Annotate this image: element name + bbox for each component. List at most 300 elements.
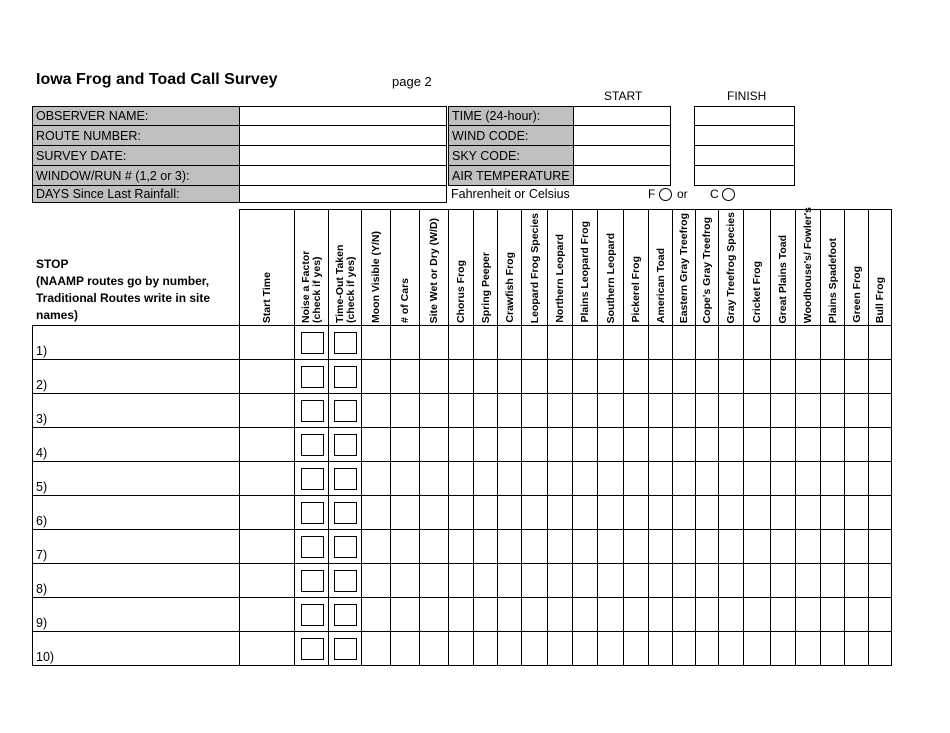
table-cell[interactable] <box>623 427 649 462</box>
time-out-checkbox[interactable] <box>334 570 357 592</box>
time-out-checkbox[interactable] <box>334 604 357 626</box>
table-cell[interactable] <box>473 359 498 394</box>
table-cell[interactable] <box>328 529 362 564</box>
table-cell[interactable] <box>844 359 869 394</box>
table-cell[interactable] <box>390 461 420 496</box>
table-cell[interactable] <box>473 461 498 496</box>
table-cell[interactable] <box>672 359 696 394</box>
table-cell[interactable] <box>361 495 391 530</box>
noise-factor-checkbox[interactable] <box>301 570 324 592</box>
table-cell[interactable] <box>743 597 771 632</box>
table-cell[interactable] <box>623 495 649 530</box>
table-cell[interactable] <box>473 563 498 598</box>
time-out-checkbox[interactable] <box>334 366 357 388</box>
column-header <box>572 209 598 326</box>
table-cell[interactable] <box>521 495 548 530</box>
table-cell[interactable] <box>547 325 573 360</box>
table-cell[interactable] <box>795 597 821 632</box>
table-cell[interactable] <box>390 495 420 530</box>
route-number-field[interactable] <box>239 125 447 146</box>
table-cell[interactable] <box>795 529 821 564</box>
table-cell[interactable] <box>473 495 498 530</box>
table-cell[interactable] <box>648 461 673 496</box>
table-cell[interactable] <box>547 393 573 428</box>
table-cell[interactable] <box>572 597 598 632</box>
table-cell[interactable] <box>672 563 696 598</box>
time-out-checkbox[interactable] <box>334 638 357 660</box>
table-cell[interactable] <box>328 461 362 496</box>
table-cell[interactable] <box>328 495 362 530</box>
column-header-label: Great Plains Toad <box>777 234 789 323</box>
table-cell[interactable] <box>497 359 522 394</box>
noise-factor-checkbox[interactable] <box>301 604 324 626</box>
table-cell[interactable] <box>868 563 892 598</box>
table-cell[interactable] <box>770 325 796 360</box>
table-cell[interactable] <box>239 427 295 462</box>
time-out-checkbox[interactable] <box>334 332 357 354</box>
table-cell[interactable] <box>448 529 474 564</box>
table-cell[interactable] <box>718 563 744 598</box>
table-cell[interactable] <box>597 631 624 666</box>
table-cell[interactable] <box>597 359 624 394</box>
table-cell[interactable] <box>623 461 649 496</box>
stop-name-cell[interactable] <box>32 393 240 428</box>
table-cell[interactable] <box>597 529 624 564</box>
table-cell[interactable] <box>497 529 522 564</box>
table-cell[interactable] <box>770 631 796 666</box>
table-cell[interactable] <box>547 631 573 666</box>
time-out-checkbox[interactable] <box>334 400 357 422</box>
table-cell[interactable] <box>547 359 573 394</box>
time-out-checkbox[interactable] <box>334 468 357 490</box>
table-cell[interactable] <box>448 631 474 666</box>
table-cell[interactable] <box>328 393 362 428</box>
table-cell[interactable] <box>743 631 771 666</box>
table-cell[interactable] <box>448 427 474 462</box>
table-cell[interactable] <box>473 325 498 360</box>
table-cell[interactable] <box>597 495 624 530</box>
table-cell[interactable] <box>844 597 869 632</box>
column-header <box>718 209 744 326</box>
table-cell[interactable] <box>623 359 649 394</box>
table-cell[interactable] <box>572 631 598 666</box>
table-cell[interactable] <box>743 563 771 598</box>
table-cell[interactable] <box>695 461 719 496</box>
noise-factor-checkbox[interactable] <box>301 536 324 558</box>
table-cell[interactable] <box>572 461 598 496</box>
table-cell[interactable] <box>795 495 821 530</box>
table-cell[interactable] <box>743 461 771 496</box>
table-cell[interactable] <box>695 427 719 462</box>
table-cell[interactable] <box>597 325 624 360</box>
table-cell[interactable] <box>795 461 821 496</box>
table-cell[interactable] <box>572 563 598 598</box>
table-cell[interactable] <box>868 393 892 428</box>
table-cell[interactable] <box>572 393 598 428</box>
table-cell[interactable] <box>718 427 744 462</box>
table-cell[interactable] <box>718 495 744 530</box>
table-cell[interactable] <box>718 529 744 564</box>
table-cell[interactable] <box>473 529 498 564</box>
celsius-letter: C <box>710 187 719 201</box>
table-cell[interactable] <box>695 325 719 360</box>
table-cell[interactable] <box>868 427 892 462</box>
table-cell[interactable] <box>868 495 892 530</box>
air-temperature-finish-field[interactable] <box>694 165 795 186</box>
table-cell[interactable] <box>521 529 548 564</box>
table-cell[interactable] <box>448 325 474 360</box>
table-cell[interactable] <box>868 631 892 666</box>
table-cell[interactable] <box>672 393 696 428</box>
table-cell[interactable] <box>820 461 845 496</box>
table-cell[interactable] <box>497 393 522 428</box>
table-cell[interactable] <box>547 563 573 598</box>
table-cell[interactable] <box>844 427 869 462</box>
table-cell[interactable] <box>390 631 420 666</box>
table-cell[interactable] <box>844 325 869 360</box>
table-cell[interactable] <box>795 427 821 462</box>
column-header-label: Chorus Frog <box>455 260 467 323</box>
table-cell[interactable] <box>820 563 845 598</box>
table-cell[interactable] <box>239 461 295 496</box>
table-cell[interactable] <box>572 529 598 564</box>
wind-code-start-field[interactable] <box>573 125 671 146</box>
table-cell[interactable] <box>419 359 449 394</box>
table-cell[interactable] <box>743 427 771 462</box>
column-header-label: Green Frog <box>851 266 863 323</box>
table-cell[interactable] <box>361 597 391 632</box>
table-cell[interactable] <box>743 325 771 360</box>
table-cell[interactable] <box>448 495 474 530</box>
noise-factor-checkbox[interactable] <box>301 502 324 524</box>
table-cell[interactable] <box>820 529 845 564</box>
noise-factor-checkbox[interactable] <box>301 400 324 422</box>
table-cell[interactable] <box>795 325 821 360</box>
table-cell[interactable] <box>547 427 573 462</box>
table-cell[interactable] <box>547 495 573 530</box>
table-cell[interactable] <box>239 529 295 564</box>
table-cell[interactable] <box>820 393 845 428</box>
table-cell[interactable] <box>770 427 796 462</box>
table-cell[interactable] <box>672 325 696 360</box>
table-cell[interactable] <box>623 563 649 598</box>
table-cell[interactable] <box>239 393 295 428</box>
table-cell[interactable] <box>672 597 696 632</box>
table-cell[interactable] <box>521 393 548 428</box>
stop-name-cell[interactable] <box>32 359 240 394</box>
table-cell[interactable] <box>294 393 329 428</box>
table-cell[interactable] <box>547 461 573 496</box>
table-cell[interactable] <box>718 631 744 666</box>
table-cell[interactable] <box>868 529 892 564</box>
table-cell[interactable] <box>820 597 845 632</box>
table-cell[interactable] <box>844 393 869 428</box>
table-cell[interactable] <box>390 359 420 394</box>
days-since-rain-field[interactable] <box>239 185 447 203</box>
table-cell[interactable] <box>743 393 771 428</box>
table-cell[interactable] <box>473 597 498 632</box>
table-cell[interactable] <box>328 597 362 632</box>
column-header <box>844 209 869 326</box>
celsius-radio[interactable] <box>722 188 735 201</box>
table-cell[interactable] <box>419 495 449 530</box>
column-header <box>648 209 673 326</box>
table-cell[interactable] <box>743 359 771 394</box>
table-cell[interactable] <box>623 597 649 632</box>
table-cell[interactable] <box>868 359 892 394</box>
table-cell[interactable] <box>868 325 892 360</box>
table-cell[interactable] <box>497 495 522 530</box>
sky-code-start-field[interactable] <box>573 145 671 166</box>
table-cell[interactable] <box>648 529 673 564</box>
table-cell[interactable] <box>648 359 673 394</box>
table-cell[interactable] <box>328 427 362 462</box>
table-cell[interactable] <box>770 359 796 394</box>
noise-factor-checkbox[interactable] <box>301 332 324 354</box>
table-cell[interactable] <box>770 495 796 530</box>
table-cell[interactable] <box>820 427 845 462</box>
table-cell[interactable] <box>547 529 573 564</box>
stop-name-cell[interactable] <box>32 597 240 632</box>
time-out-checkbox[interactable] <box>334 434 357 456</box>
wind-code-finish-field[interactable] <box>694 125 795 146</box>
table-cell[interactable] <box>448 461 474 496</box>
table-cell[interactable] <box>448 393 474 428</box>
table-cell[interactable] <box>361 325 391 360</box>
stop-name-cell[interactable] <box>32 529 240 564</box>
table-cell[interactable] <box>572 495 598 530</box>
table-cell[interactable] <box>239 631 295 666</box>
table-cell[interactable] <box>328 631 362 666</box>
table-cell[interactable] <box>473 393 498 428</box>
noise-factor-checkbox[interactable] <box>301 434 324 456</box>
table-cell[interactable] <box>473 427 498 462</box>
table-cell[interactable] <box>294 495 329 530</box>
table-cell[interactable] <box>521 597 548 632</box>
table-cell[interactable] <box>294 563 329 598</box>
table-cell[interactable] <box>521 631 548 666</box>
stop-name-cell[interactable] <box>32 427 240 462</box>
column-header-label: Time-Out Taken (check if yes) <box>334 244 357 323</box>
table-cell[interactable] <box>672 427 696 462</box>
table-cell[interactable] <box>695 631 719 666</box>
table-cell[interactable] <box>521 563 548 598</box>
column-header <box>294 209 329 326</box>
table-cell[interactable] <box>294 529 329 564</box>
time-out-checkbox[interactable] <box>334 502 357 524</box>
table-cell[interactable] <box>521 325 548 360</box>
noise-factor-checkbox[interactable] <box>301 638 324 660</box>
table-cell[interactable] <box>419 563 449 598</box>
table-cell[interactable] <box>743 495 771 530</box>
air-temperature-start-field[interactable] <box>573 165 671 186</box>
table-cell[interactable] <box>239 495 295 530</box>
table-cell[interactable] <box>844 563 869 598</box>
table-cell[interactable] <box>294 597 329 632</box>
table-cell[interactable] <box>695 495 719 530</box>
table-cell[interactable] <box>795 359 821 394</box>
table-cell[interactable] <box>328 563 362 598</box>
table-cell[interactable] <box>294 427 329 462</box>
table-cell[interactable] <box>448 563 474 598</box>
column-header <box>239 209 295 326</box>
table-cell[interactable] <box>672 495 696 530</box>
column-header <box>672 209 696 326</box>
table-cell[interactable] <box>419 597 449 632</box>
fahrenheit-radio[interactable] <box>659 188 672 201</box>
table-cell[interactable] <box>597 393 624 428</box>
table-cell[interactable] <box>695 359 719 394</box>
table-cell[interactable] <box>623 393 649 428</box>
table-cell[interactable] <box>328 359 362 394</box>
column-header-label: Moon Visible (Y/N) <box>370 231 382 323</box>
stop-name-cell[interactable] <box>32 325 240 360</box>
table-cell[interactable] <box>672 529 696 564</box>
table-cell[interactable] <box>648 597 673 632</box>
table-cell[interactable] <box>868 461 892 496</box>
table-cell[interactable] <box>820 631 845 666</box>
table-cell[interactable] <box>361 529 391 564</box>
table-cell[interactable] <box>328 325 362 360</box>
table-cell[interactable] <box>294 461 329 496</box>
table-cell[interactable] <box>419 631 449 666</box>
stop-name-cell[interactable] <box>32 631 240 666</box>
table-cell[interactable] <box>597 597 624 632</box>
table-cell[interactable] <box>695 393 719 428</box>
table-cell[interactable] <box>770 563 796 598</box>
time-start-field[interactable] <box>573 106 671 126</box>
table-cell[interactable] <box>648 495 673 530</box>
table-cell[interactable] <box>743 529 771 564</box>
table-cell[interactable] <box>572 359 598 394</box>
table-cell[interactable] <box>718 359 744 394</box>
table-cell[interactable] <box>521 461 548 496</box>
table-cell[interactable] <box>623 325 649 360</box>
table-cell[interactable] <box>497 563 522 598</box>
table-cell[interactable] <box>390 427 420 462</box>
table-cell[interactable] <box>695 597 719 632</box>
table-cell[interactable] <box>547 597 573 632</box>
table-cell[interactable] <box>390 529 420 564</box>
table-cell[interactable] <box>497 631 522 666</box>
survey-date-field[interactable] <box>239 145 447 166</box>
table-cell[interactable] <box>623 631 649 666</box>
table-cell[interactable] <box>623 529 649 564</box>
table-cell[interactable] <box>770 529 796 564</box>
table-cell[interactable] <box>795 563 821 598</box>
table-cell[interactable] <box>361 461 391 496</box>
table-cell[interactable] <box>718 325 744 360</box>
table-cell[interactable] <box>448 597 474 632</box>
column-header-label: Pickerel Frog <box>630 256 642 323</box>
table-cell[interactable] <box>521 427 548 462</box>
table-cell[interactable] <box>648 325 673 360</box>
table-cell[interactable] <box>294 631 329 666</box>
table-cell[interactable] <box>648 427 673 462</box>
table-cell[interactable] <box>497 597 522 632</box>
time-out-checkbox[interactable] <box>334 536 357 558</box>
stop-name-cell[interactable] <box>32 563 240 598</box>
table-cell[interactable] <box>597 461 624 496</box>
table-cell[interactable] <box>390 563 420 598</box>
noise-factor-checkbox[interactable] <box>301 468 324 490</box>
table-cell[interactable] <box>390 597 420 632</box>
table-cell[interactable] <box>473 631 498 666</box>
table-cell[interactable] <box>597 427 624 462</box>
table-cell[interactable] <box>695 529 719 564</box>
table-cell[interactable] <box>361 427 391 462</box>
table-cell[interactable] <box>419 325 449 360</box>
table-cell[interactable] <box>239 359 295 394</box>
table-cell[interactable] <box>361 393 391 428</box>
table-cell[interactable] <box>820 359 845 394</box>
table-cell[interactable] <box>497 427 522 462</box>
table-cell[interactable] <box>239 597 295 632</box>
table-cell[interactable] <box>419 461 449 496</box>
table-cell[interactable] <box>390 393 420 428</box>
table-cell[interactable] <box>597 563 624 598</box>
time-finish-field[interactable] <box>694 106 795 126</box>
table-cell[interactable] <box>844 461 869 496</box>
table-cell[interactable] <box>695 563 719 598</box>
table-cell[interactable] <box>770 461 796 496</box>
sky-code-finish-field[interactable] <box>694 145 795 166</box>
table-cell[interactable] <box>294 325 329 360</box>
table-cell[interactable] <box>361 359 391 394</box>
table-cell[interactable] <box>239 563 295 598</box>
table-cell[interactable] <box>672 631 696 666</box>
table-cell[interactable] <box>844 529 869 564</box>
table-cell[interactable] <box>795 393 821 428</box>
table-cell[interactable] <box>648 631 673 666</box>
stop-number: 7) <box>36 548 48 562</box>
table-cell[interactable] <box>497 461 522 496</box>
table-cell[interactable] <box>672 461 696 496</box>
table-cell[interactable] <box>844 495 869 530</box>
table-cell[interactable] <box>820 495 845 530</box>
noise-factor-checkbox[interactable] <box>301 366 324 388</box>
table-cell[interactable] <box>844 631 869 666</box>
table-cell[interactable] <box>361 563 391 598</box>
stop-name-cell[interactable] <box>32 495 240 530</box>
table-cell[interactable] <box>718 393 744 428</box>
table-cell[interactable] <box>361 631 391 666</box>
window-run-field[interactable] <box>239 165 447 186</box>
observer-name-field[interactable] <box>239 106 447 126</box>
table-cell[interactable] <box>770 597 796 632</box>
table-cell[interactable] <box>770 393 796 428</box>
table-cell[interactable] <box>497 325 522 360</box>
table-cell[interactable] <box>294 359 329 394</box>
table-cell[interactable] <box>868 597 892 632</box>
table-cell[interactable] <box>718 461 744 496</box>
table-cell[interactable] <box>572 427 598 462</box>
table-cell[interactable] <box>448 359 474 394</box>
table-cell[interactable] <box>521 359 548 394</box>
table-cell[interactable] <box>419 529 449 564</box>
table-cell[interactable] <box>820 325 845 360</box>
stop-name-cell[interactable] <box>32 461 240 496</box>
table-cell[interactable] <box>239 325 295 360</box>
table-cell[interactable] <box>648 563 673 598</box>
table-cell[interactable] <box>419 427 449 462</box>
table-cell[interactable] <box>795 631 821 666</box>
table-cell[interactable] <box>390 325 420 360</box>
table-cell[interactable] <box>648 393 673 428</box>
table-cell[interactable] <box>718 597 744 632</box>
table-cell[interactable] <box>572 325 598 360</box>
table-cell[interactable] <box>419 393 449 428</box>
